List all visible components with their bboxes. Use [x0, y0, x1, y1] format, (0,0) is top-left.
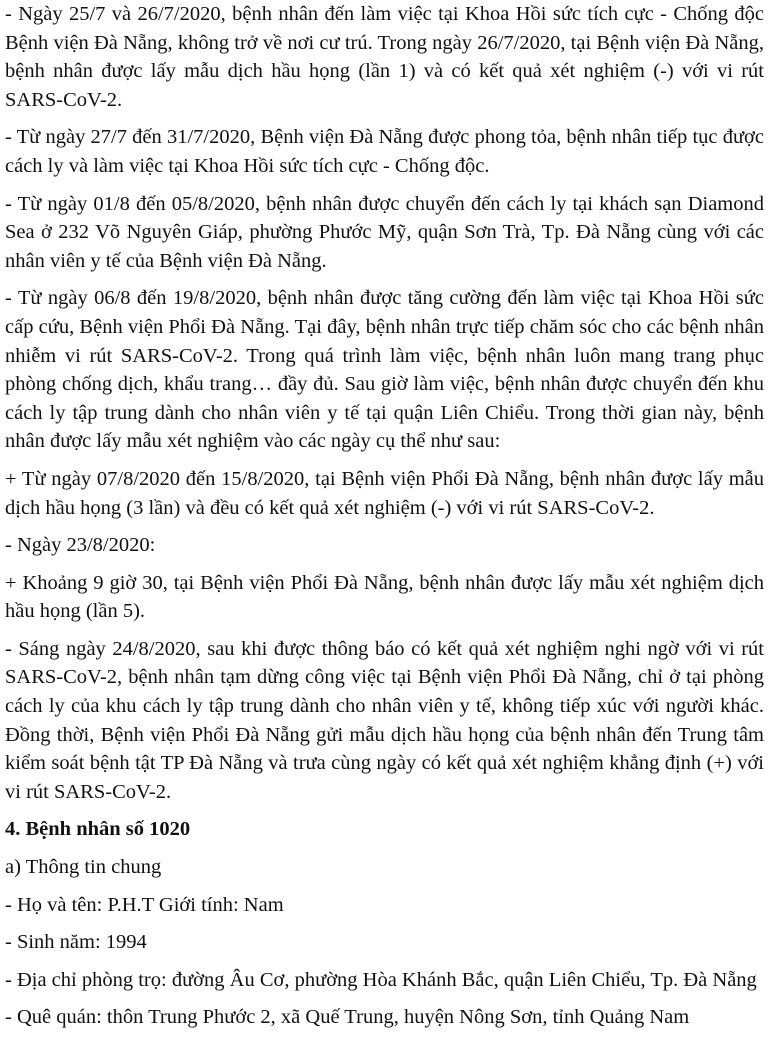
field-name-gender: - Họ và tên: P.H.T Giới tính: Nam — [5, 893, 284, 916]
document-page — [5, 0, 764, 1041]
paragraph-aug-06-19: - Từ ngày 06/8 đến 19/8/2020, bệnh nhân được tăng cường đến làm việc tại Khoa Hồi sức cấp cứu, Bệnh viện Phổi Đà Nẵng. Tại đây, bệnh nhân trực tiếp chăm sóc cho các bệnh nhân nhiễm vi rút SARS-CoV-2. Trong quá trình làm việc, bệnh nhân luôn mang trang phục phòng chống dịch, khẩu trang… đầy đủ. Sau giờ làm việc, bệnh nhân được chuyển đến khu cách ly tập trung dành cho nhân viên y tế tại quận Liên Chiểu. Trong thời gian này, bệnh nhân được lấy mẫu xét nghiệm vào các ngày cụ thể như sau: — [5, 287, 764, 453]
field-address: - Địa chỉ phòng trọ: đường Âu Cơ, phường Hòa Khánh Bắc, quận Liên Chiểu, Tp. Đà Nẵng — [5, 968, 757, 991]
paragraph-aug-23: - Ngày 23/8/2020: — [5, 534, 156, 557]
paragraph-jul-25-26: - Ngày 25/7 và 26/7/2020, bệnh nhân đến làm việc tại Khoa Hồi sức tích cực - Chống độc Bệnh viện Đà Nẵng, không trở về nơi cư trú. Trong ngày 26/7/2020, tại Bệnh viện Đà Nẵng, bệnh nhân được lấy mẫu dịch hầu họng (lần 1) và có kết quả xét nghiệm (-) với vi rút SARS-CoV-2. — [5, 3, 764, 111]
paragraph-jul-27-31: - Từ ngày 27/7 đến 31/7/2020, Bệnh viện Đà Nẵng được phong tỏa, bệnh nhân tiếp tục được cách ly và làm việc tại Khoa Hồi sức tích cực - Chống độc. — [5, 126, 764, 177]
subsection-heading: a) Thông tin chung — [5, 856, 162, 879]
paragraph-aug-07-15-tests: + Từ ngày 07/8/2020 đến 15/8/2020, tại Bệnh viện Phổi Đà Nẵng, bệnh nhân được lấy mẫu dịch hầu họng (3 lần) và đều có kết quả xét nghiệm (-) với vi rút SARS-CoV-2. — [5, 467, 764, 519]
field-hometown: - Quê quán: thôn Trung Phước 2, xã Quế Trung, huyện Nông Sơn, tỉnh Quảng Nam — [5, 1006, 690, 1029]
field-birth-year: - Sinh năm: 1994 — [5, 931, 147, 954]
paragraph-aug-24: - Sáng ngày 24/8/2020, sau khi được thông báo có kết quả xét nghiệm nghi ngờ với vi rút SARS-CoV-2, bệnh nhân tạm dừng công việc tại Bệnh viện Phổi Đà Nẵng, chỉ ở tại phòng cách ly của khu cách ly tập trung dành cho nhân viên y tế, không tiếp xúc với người khác. Đồng thời, Bệnh viện Phổi Đà Nẵng gửi mẫu dịch hầu họng của bệnh nhân đến Trung tâm kiểm soát bệnh tật TP Đà Nẵng và trưa cùng ngày có kết quả xét nghiệm khẳng định (+) với vi rút SARS-CoV-2. — [5, 637, 764, 803]
paragraph-aug-23-test: + Khoảng 9 giờ 30, tại Bệnh viện Phổi Đà Nẵng, bệnh nhân được lấy mẫu xét nghiệm dịch hầu họng (lần 5). — [5, 571, 764, 623]
paragraph-aug-01-05: - Từ ngày 01/8 đến 05/8/2020, bệnh nhân được chuyển đến cách ly tại khách sạn Diamond Sea ở 232 Võ Nguyên Giáp, phường Phước Mỹ, quận Sơn Trà, Tp. Đà Nẵng cùng với các nhân viên y tế của Bệnh viện Đà Nẵng. — [5, 192, 764, 272]
section-heading: 4. Bệnh nhân số 1020 — [5, 818, 191, 841]
